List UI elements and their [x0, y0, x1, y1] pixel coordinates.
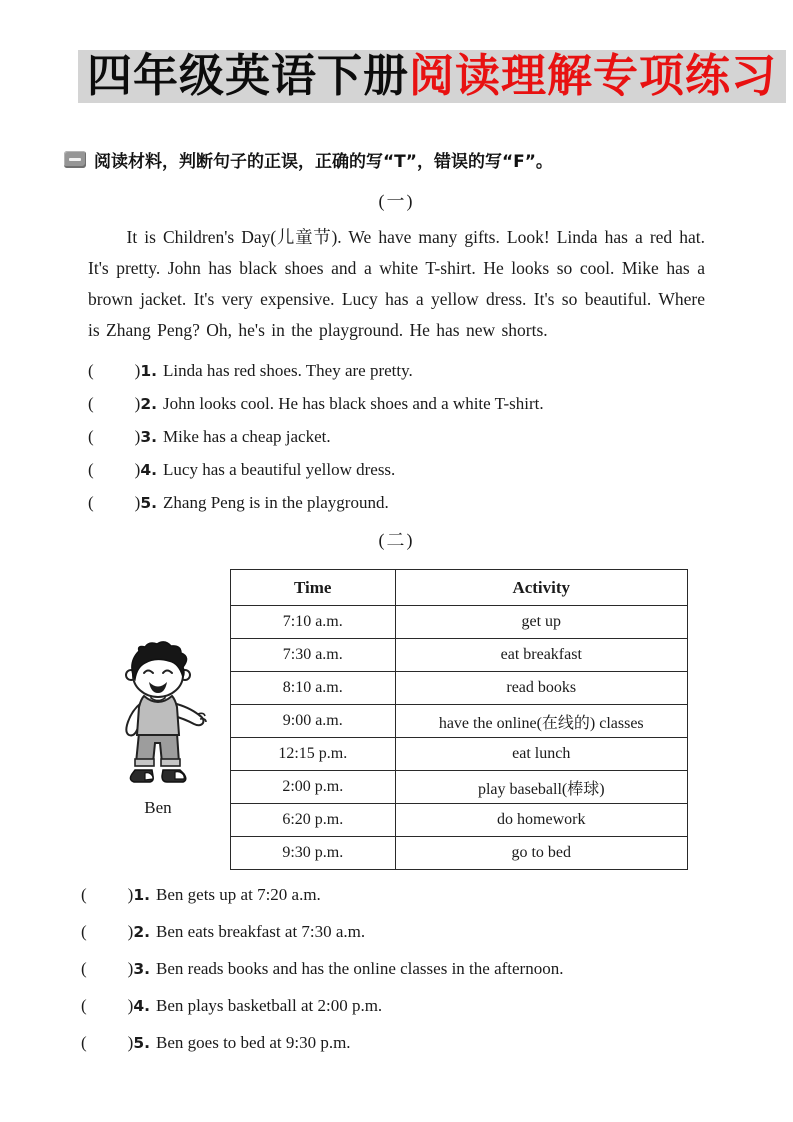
activity-cell: have the online(在线的) classes: [395, 705, 687, 738]
time-cell: 2:00 p.m.: [231, 771, 396, 804]
question-number: 4.: [133, 997, 151, 1015]
answer-paren-open: (: [88, 361, 94, 380]
table-row: [231, 738, 688, 771]
answer-paren-close: ): [134, 361, 141, 380]
question-text: Zhang Peng is in the playground.: [163, 493, 389, 512]
answer-paren-close: ): [127, 922, 134, 941]
activity-cell: eat breakfast: [395, 639, 687, 672]
activity-cell: do homework: [395, 804, 687, 837]
question-number: 3.: [140, 428, 158, 446]
activity-column-header: Activity: [395, 570, 687, 606]
question-text: Ben goes to bed at 9:30 p.m.: [156, 1033, 351, 1052]
activity-cell: go to bed: [395, 837, 687, 870]
question-number: 2.: [140, 395, 158, 413]
activity-cell: play baseball(棒球): [395, 771, 687, 804]
answer-paren-close: ): [127, 1033, 134, 1052]
table-row: [231, 639, 688, 672]
time-cell: 9:00 a.m.: [231, 705, 396, 738]
answer-paren-open: (: [81, 996, 87, 1015]
question-list-two: [81, 885, 705, 1053]
question-item: [81, 885, 705, 905]
section-one-heading: (一): [378, 191, 415, 211]
answer-paren-close: ): [134, 460, 141, 479]
question-number: 5.: [140, 494, 158, 512]
question-item: [88, 460, 705, 480]
time-cell: 8:10 a.m.: [231, 672, 396, 705]
question-item: [88, 361, 705, 381]
question-text: Ben eats breakfast at 7:30 a.m.: [156, 922, 366, 941]
question-item: [81, 996, 705, 1016]
question-item: [88, 427, 705, 447]
character-name: Ben: [144, 798, 172, 817]
question-number: 5.: [133, 1034, 151, 1052]
time-cell: 7:10 a.m.: [231, 606, 396, 639]
table-row: [231, 837, 688, 870]
instruction-row: [64, 147, 705, 172]
table-row: [231, 606, 688, 639]
table-row: [231, 672, 688, 705]
reading-passage: It is Children's Day(儿童节). We have many gifts. Look! Linda has a red hat. It's pretty. John has black shoes and a white T-shirt. He looks so cool. Mike has a brown jacket. It's very expensive. Lucy has a yellow dress. It's so beautiful. Where is Zhang Peng? Oh, he's in the playground. He has new shorts.: [88, 227, 705, 340]
answer-paren-close: ): [134, 493, 141, 512]
activity-cell: get up: [395, 606, 687, 639]
time-column-header: Time: [231, 570, 396, 606]
activity-cell: eat lunch: [395, 738, 687, 771]
answer-paren-close: ): [127, 959, 134, 978]
table-row: [231, 804, 688, 837]
question-text: Lucy has a beautiful yellow dress.: [163, 460, 396, 479]
page-title: [78, 50, 786, 103]
question-text: Ben reads books and has the online classes in the afternoon.: [156, 959, 564, 978]
activity-cell: read books: [395, 672, 687, 705]
answer-paren-open: (: [88, 427, 94, 446]
question-number: 3.: [133, 960, 151, 978]
section-two-heading: (二): [378, 530, 415, 550]
instruction-text: 阅读材料，判断句子的正误，正确的写“T”，错误的写“F”。: [94, 152, 553, 172]
schedule-table: [230, 569, 688, 870]
question-item: [88, 394, 705, 414]
question-number: 4.: [140, 461, 158, 479]
question-item: [81, 922, 705, 942]
time-cell: 6:20 p.m.: [231, 804, 396, 837]
answer-paren-open: (: [81, 885, 87, 904]
question-text: Mike has a cheap jacket.: [163, 427, 331, 446]
question-number: 1.: [133, 886, 151, 904]
question-number: 1.: [140, 362, 158, 380]
answer-paren-open: (: [81, 922, 87, 941]
boy-illustration: [99, 641, 217, 789]
question-item: [88, 493, 705, 513]
answer-paren-open: (: [88, 394, 94, 413]
answer-paren-close: ): [134, 427, 141, 446]
answer-paren-close: ): [127, 996, 134, 1015]
time-cell: 7:30 a.m.: [231, 639, 396, 672]
table-row: [231, 771, 688, 804]
question-list-one: [88, 361, 705, 513]
answer-paren-close: ): [134, 394, 141, 413]
answer-paren-close: ): [127, 885, 134, 904]
time-cell: 9:30 p.m.: [231, 837, 396, 870]
answer-paren-open: (: [81, 959, 87, 978]
question-item: [81, 959, 705, 979]
question-text: John looks cool. He has black shoes and a white T-shirt.: [163, 394, 544, 413]
section-number-badge-icon: [64, 151, 86, 168]
table-header-row: [231, 570, 688, 606]
question-number: 2.: [133, 923, 151, 941]
character-column: [94, 641, 222, 870]
question-text: Ben gets up at 7:20 a.m.: [156, 885, 321, 904]
title-black-segment: 四年级英语下册: [87, 49, 410, 102]
question-text: Linda has red shoes. They are pretty.: [163, 361, 413, 380]
answer-paren-open: (: [88, 460, 94, 479]
schedule-figure: [88, 569, 705, 870]
answer-paren-open: (: [88, 493, 94, 512]
question-text: Ben plays basketball at 2:00 p.m.: [156, 996, 383, 1015]
table-row: [231, 705, 688, 738]
time-cell: 12:15 p.m.: [231, 738, 396, 771]
answer-paren-open: (: [81, 1033, 87, 1052]
question-item: [81, 1033, 705, 1053]
title-red-segment: 阅读理解专项练习: [409, 49, 778, 102]
